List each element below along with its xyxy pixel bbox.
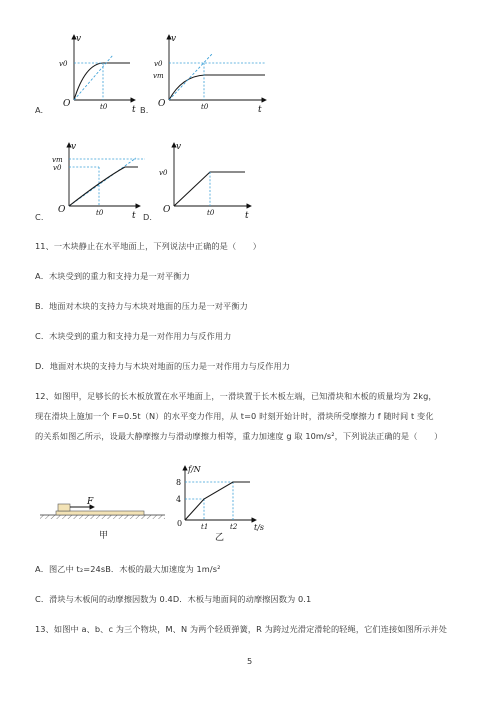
t0-label: t0 xyxy=(201,103,209,111)
q11-option-b[interactable]: B．地面对木块的支持力与木块对地面的压力是一对平衡力 xyxy=(35,301,248,311)
q11-option-a[interactable]: A．木块受到的重力和支持力是一对平衡力 xyxy=(35,271,190,281)
q11-stem: 11、一木块静止在水平地面上，下列说法中正确的是（ ） xyxy=(35,241,262,251)
option-d-letter[interactable]: D. xyxy=(143,212,153,222)
tick-4: 4 xyxy=(176,495,182,504)
figure-jia xyxy=(38,492,168,544)
friction-curve xyxy=(185,482,250,520)
tick-8: 8 xyxy=(176,478,182,487)
q12-line-2: 现在滑块上施加一个 F=0.5t（N）的水平变力作用，从 t=0 时刻开始计时，滑块所受摩擦力 f 随时间 t 变化 xyxy=(35,411,434,421)
q12-options-cd[interactable]: C．滑块与木板间的动摩擦因数为 0.4D．木板与地面间的动摩擦因数为 0.1 xyxy=(35,594,312,604)
t0-label: t0 xyxy=(100,103,108,111)
origin-label: O xyxy=(158,99,166,109)
velocity-curve xyxy=(69,167,138,206)
t-label: t xyxy=(258,105,262,115)
t-label: t/s xyxy=(254,523,265,532)
v0-label: v0 xyxy=(59,60,68,68)
figure-jia-caption: 甲 xyxy=(99,531,109,541)
velocity-line xyxy=(174,172,245,206)
t-label: t xyxy=(132,211,136,221)
velocity-curve xyxy=(169,75,265,100)
tangent-line xyxy=(74,55,113,100)
q11-option-d[interactable]: D．地面对木块的支持力与木块对地面的压力是一对作用力与反作用力 xyxy=(35,361,291,371)
f-label: f/N xyxy=(188,465,201,474)
vm-label: vm xyxy=(153,72,164,80)
q12-options-ab[interactable]: A．图乙中 t₂=24sB．木板的最大加速度为 1m/s² xyxy=(35,564,221,574)
v-label: v xyxy=(171,34,177,44)
q11-option-c[interactable]: C．木块受到的重力和支持力是一对作用力与反作用力 xyxy=(35,331,232,341)
force-label: F xyxy=(87,497,94,507)
option-b-letter[interactable]: B. xyxy=(140,105,149,115)
option-a-letter[interactable]: A. xyxy=(35,105,44,115)
graph-d xyxy=(155,138,265,223)
t0-label: t0 xyxy=(207,209,215,217)
t0-label: t0 xyxy=(96,209,104,217)
origin-label: O xyxy=(63,99,71,109)
graph-b xyxy=(150,30,270,115)
velocity-curve xyxy=(74,63,130,100)
figure-yi-caption: 乙 xyxy=(215,533,225,543)
slider-block xyxy=(58,504,70,511)
v0-label: v0 xyxy=(154,60,163,68)
q12-line-1: 12、如图甲，足够长的长木板放置在水平地面上，一滑块置于长木板左端，已知滑块和木板的质量均为 2kg， xyxy=(35,391,437,401)
t-label: t xyxy=(132,105,136,115)
t2-label: t2 xyxy=(230,523,238,531)
v-label: v xyxy=(176,142,182,152)
graph-c xyxy=(50,138,153,223)
t1-label: t1 xyxy=(201,523,209,531)
q12-line-3: 的关系如图乙所示，设最大静摩擦力与滑动摩擦力相等，重力加速度 g 取 10m/s²，下列说法正确的是（ ） xyxy=(35,431,443,441)
origin-label: O xyxy=(58,205,66,215)
tangent-line xyxy=(169,54,212,100)
figure-yi xyxy=(170,462,270,544)
v-label: v xyxy=(76,34,82,44)
origin-label: O xyxy=(163,205,171,215)
graph-a xyxy=(55,30,145,115)
origin-label: 0 xyxy=(177,519,183,528)
v0-label: v0 xyxy=(159,169,168,177)
v-label: v xyxy=(71,142,77,152)
v0-label: v0 xyxy=(53,164,62,172)
option-c-letter[interactable]: C. xyxy=(35,212,44,222)
t-label: t xyxy=(245,211,249,221)
page-number: 5 xyxy=(247,656,253,666)
q13-line-1: 13、如图中 a、b、c 为三个物块，M、N 为两个轻质弹簧，R 为跨过光滑定滑轮的轻绳，它们连接如图所示并处 xyxy=(35,624,447,634)
vm-label: vm xyxy=(52,156,63,164)
ground xyxy=(40,515,165,519)
long-board xyxy=(56,511,144,515)
